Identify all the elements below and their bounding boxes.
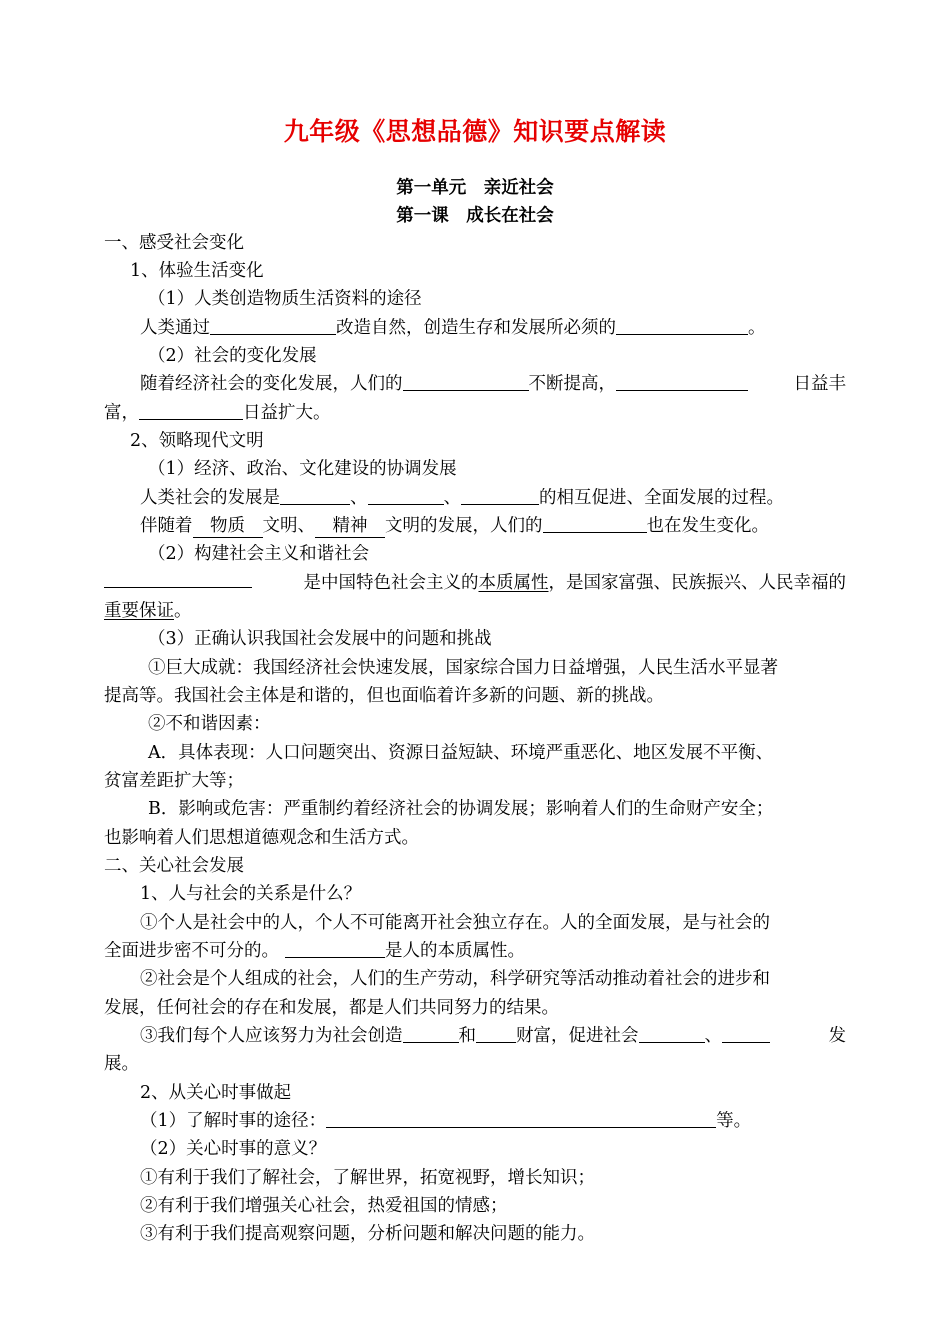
text-segment: 是人的本质属性。: [385, 941, 525, 961]
text-segment: 伴随着: [140, 516, 193, 536]
item-heading: （1）经济、政治、文化建设的协调发展: [148, 459, 457, 479]
text-line: [140, 512, 769, 540]
fill-blank: [368, 486, 444, 505]
fill-blank: [280, 486, 350, 505]
text-line: ①巨大成就：我国经济社会快速发展，国家综合国力日益增强，人民生活水平显著: [148, 658, 778, 678]
section-heading-1: 一、感受社会变化: [104, 233, 244, 253]
subsection-heading: 2、领略现代文明: [130, 431, 264, 451]
subsection-heading: 1、体验生活变化: [130, 261, 264, 281]
text-segment: 人类社会的发展是: [140, 488, 280, 508]
filled-answer: 精神: [315, 515, 385, 538]
section-heading-2: 二、关心社会发展: [104, 856, 244, 876]
fill-blank: [461, 486, 539, 505]
unit-heading: 第一单元 亲近社会: [396, 178, 554, 198]
text-line: 也影响着人们思想道德观念和生活方式。: [104, 828, 419, 848]
item-heading: （2）社会的变化发展: [148, 346, 317, 366]
fill-blank: [476, 1024, 516, 1043]
text-line: [104, 399, 331, 427]
text-segment: 的相互促进、全面发展的过程。: [539, 488, 784, 508]
fill-blank: [326, 1109, 716, 1128]
text-segment: 。: [174, 601, 192, 621]
fill-blank: [139, 401, 243, 420]
text-segment: 富，: [104, 403, 139, 423]
fill-blank: [722, 1024, 770, 1043]
text-segment: 、: [443, 488, 461, 508]
text-line: ①有利于我们了解社会，了解世界，拓宽视野，增长知识；: [140, 1168, 595, 1188]
text-line: ②不和谐因素：: [148, 714, 271, 734]
text-line: 展。: [104, 1054, 139, 1074]
text-segment: （1）了解时事的途径：: [140, 1111, 327, 1131]
text-line: ②社会是个人组成的社会，人们的生产劳动，科学研究等活动推动着社会的进步和: [140, 969, 770, 989]
text-line: [140, 370, 846, 398]
text-segment: 随着经济社会的变化发展，人们的: [140, 374, 403, 394]
text-line: 提高等。我国社会主体是和谐的，但也面临着许多新的问题、新的挑战。: [104, 686, 664, 706]
underlined-term: 本质属性: [478, 573, 549, 593]
fill-blank: [285, 939, 385, 958]
text-line: [140, 484, 784, 512]
text-segment: 文明、: [262, 516, 315, 536]
text-line: 发展，任何社会的存在和发展，都是人们共同努力的结果。: [104, 998, 559, 1018]
text-segment: 。: [748, 318, 766, 338]
filled-answer: 物质: [193, 515, 263, 538]
text-segment: 改造自然，创造生存和发展所必须的: [336, 318, 616, 338]
text-segment: 日益扩大。: [243, 403, 331, 423]
text-segment: 等。: [716, 1111, 752, 1131]
text-segment: 不断提高，: [528, 374, 616, 394]
fill-blank: [403, 1024, 459, 1043]
text-segment: 日益丰: [793, 374, 846, 394]
text-segment: 文明的发展，人们的: [385, 516, 543, 536]
text-segment: 发: [828, 1026, 846, 1046]
text-line: （2）关心时事的意义？: [140, 1139, 327, 1159]
text-line: B．影响或危害：严重制约着经济社会的协调发展；影响着人们的生命财产安全；: [148, 799, 774, 819]
text-line: ②有利于我们增强关心社会，热爱祖国的情感；: [140, 1196, 508, 1216]
text-line: [140, 1022, 846, 1050]
item-heading: （2）构建社会主义和谐社会: [148, 544, 370, 564]
text-line: ③有利于我们提高观察问题，分析问题和解决问题的能力。: [140, 1224, 595, 1244]
fill-blank: [639, 1024, 705, 1043]
fill-blank: [543, 514, 647, 533]
text-segment: 和: [458, 1026, 476, 1046]
item-heading: （1）人类创造物质生活资料的途径: [148, 289, 422, 309]
text-segment: 、: [350, 488, 368, 508]
text-segment: 人类通过: [140, 318, 210, 338]
text-segment: ，是国家富强、民族振兴、人民幸福的: [548, 573, 846, 593]
subsection-heading: 2、从关心时事做起: [140, 1083, 292, 1103]
text-line: [140, 1107, 751, 1135]
document-title: 九年级《思想品德》知识要点解读: [283, 117, 667, 146]
text-line: ①个人是社会中的人，个人不可能离开社会独立存在。人的全面发展，是与社会的: [140, 913, 770, 933]
fill-blank: [616, 316, 748, 335]
fill-blank: [104, 569, 252, 588]
text-segment: 、: [704, 1026, 722, 1046]
text-segment: 财富，促进社会: [516, 1026, 639, 1046]
fill-blank: [210, 316, 336, 335]
lesson-heading: 第一课 成长在社会: [396, 206, 554, 226]
text-line: [104, 597, 192, 625]
fill-blank: [403, 372, 529, 391]
text-line: [104, 569, 846, 597]
text-line: [104, 937, 525, 965]
underlined-term: 重要保证: [104, 601, 174, 621]
text-line: [140, 314, 766, 342]
text-segment: 全面进步密不可分的。: [104, 941, 279, 961]
text-segment: ③我们每个人应该努力为社会创造: [140, 1026, 403, 1046]
fill-blank: [616, 372, 748, 391]
subsection-heading: 1、人与社会的关系是什么？: [140, 884, 362, 904]
text-line: A．具体表现：人口问题突出、资源日益短缺、环境严重恶化、地区发展不平衡、: [148, 743, 774, 763]
text-segment: 是中国特色社会主义的: [303, 573, 479, 593]
item-heading: （3）正确认识我国社会发展中的问题和挑战: [148, 629, 492, 649]
text-line: 贫富差距扩大等；: [104, 771, 244, 791]
text-segment: 也在发生变化。: [646, 516, 769, 536]
